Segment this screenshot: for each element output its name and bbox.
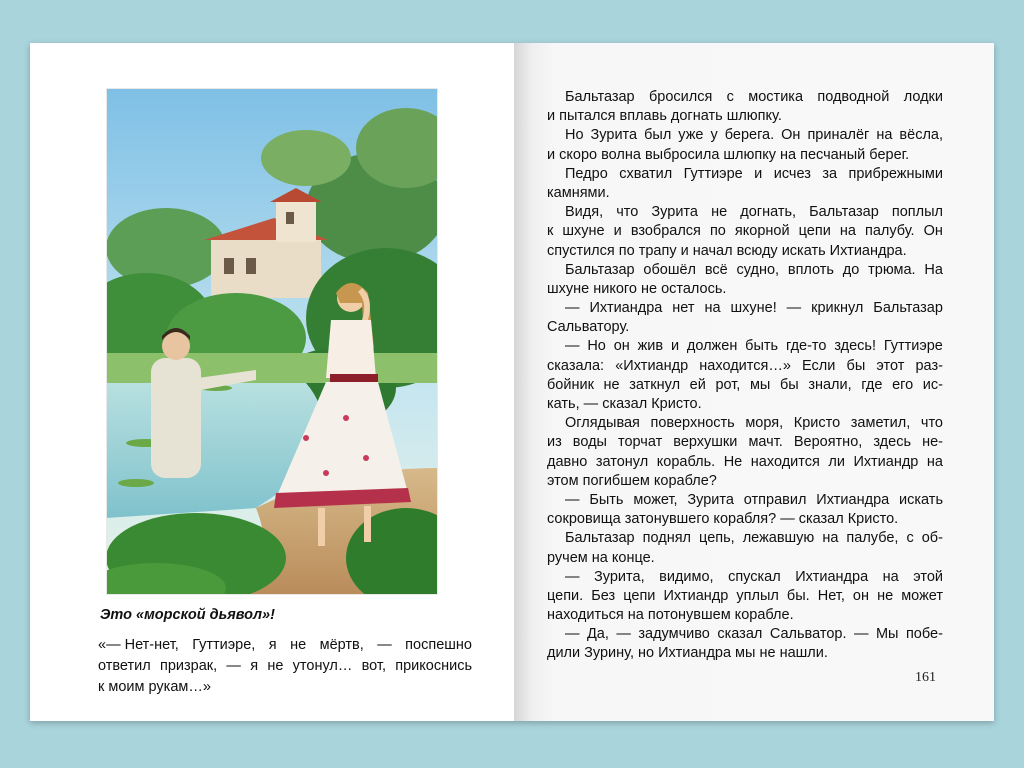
word: мостика: [748, 89, 804, 105]
word: Ихтиандра: [795, 568, 869, 585]
text-line: [547, 491, 943, 510]
word: раз-: [915, 357, 943, 374]
word: быть: [745, 338, 779, 355]
word: Оглядывая: [565, 415, 640, 432]
word: с: [906, 530, 914, 547]
text-line: [547, 568, 943, 587]
word: —: [786, 300, 802, 317]
word: —: [853, 626, 869, 643]
word: —: [565, 491, 580, 508]
word: взобрался: [630, 223, 701, 240]
word: торчат: [618, 434, 663, 451]
word: затонул: [595, 453, 649, 470]
word: нет: [672, 300, 695, 317]
word: судно,: [736, 261, 780, 278]
word: «Ихтиандр: [615, 357, 689, 374]
word: Но: [565, 127, 584, 144]
text-line: [547, 280, 943, 299]
word: не: [290, 637, 307, 653]
word: за: [822, 165, 838, 182]
word: из: [547, 434, 562, 451]
word: ответил: [98, 658, 151, 674]
text-line: [547, 472, 943, 491]
word: вплоть: [787, 261, 834, 278]
story-illustration: [106, 88, 438, 595]
text-line: [547, 126, 943, 145]
word: мачт.: [748, 434, 783, 451]
word: сказал: [717, 626, 763, 643]
text-line: [547, 222, 943, 241]
word: заткнул: [629, 376, 681, 393]
word: может: [901, 587, 943, 604]
word: на: [839, 223, 856, 240]
word: на: [926, 453, 943, 470]
text-line: [547, 625, 943, 644]
word: бросился: [648, 89, 713, 105]
word: что: [920, 415, 943, 432]
word: верхушки: [673, 434, 738, 451]
word: Без: [591, 587, 616, 604]
word: дили Зурину, но Ихтиандра мы не нашли.: [547, 645, 828, 662]
word: спускал: [728, 568, 781, 585]
word: Да,: [586, 626, 609, 643]
word: Ихтиандра: [589, 300, 663, 317]
word: об-: [921, 530, 943, 547]
word: по: [709, 223, 726, 240]
word: Быть: [589, 491, 624, 508]
word: он: [852, 587, 869, 604]
word: бы: [846, 357, 866, 374]
word: находиться на потонувшем корабле.: [547, 607, 794, 624]
word: отправил: [743, 491, 807, 508]
word: Бальтазар: [565, 89, 635, 105]
word: трюма.: [868, 261, 916, 278]
word: может,: [633, 491, 678, 508]
word: на: [882, 568, 899, 585]
text-line: [547, 644, 943, 663]
word: здесь!: [834, 338, 876, 355]
word: не: [603, 376, 620, 393]
text-line: [547, 606, 943, 625]
word: я: [268, 637, 277, 653]
word: должен: [686, 338, 738, 355]
word: уплыл: [736, 587, 779, 604]
word: к моим рукам…»: [98, 679, 211, 695]
word: я: [250, 658, 259, 674]
word: Педро: [565, 165, 608, 182]
word: моря,: [745, 415, 784, 432]
word: не: [877, 587, 894, 604]
word: у: [710, 127, 718, 144]
word: —: [565, 568, 580, 585]
text-line: [547, 184, 943, 203]
word: камнями.: [547, 184, 610, 201]
word: подводной: [817, 89, 890, 105]
text-line: [547, 357, 943, 376]
word: и: [613, 223, 622, 240]
word: заметил,: [850, 415, 911, 432]
word: где-то: [785, 338, 827, 355]
text-line: [547, 318, 943, 337]
word: На: [924, 261, 943, 278]
word: исчез: [773, 165, 811, 182]
text-line: [547, 299, 943, 318]
word: и: [754, 165, 763, 182]
word: Он: [923, 223, 943, 240]
word: и скоро волна выбросила шлюпку на песчаный берег.: [547, 146, 910, 163]
word: вот,: [361, 658, 386, 674]
word: до: [842, 261, 860, 278]
word: Бальтазар: [873, 300, 943, 317]
word: ей: [689, 376, 706, 393]
text-line: [547, 433, 943, 452]
word: догнать,: [740, 204, 797, 221]
word: Ихтиандр: [853, 453, 919, 470]
word: поплыл: [891, 204, 943, 221]
word: он: [613, 338, 630, 355]
word: ли: [828, 453, 845, 470]
text-line: [547, 376, 943, 395]
main-text-column: [547, 88, 943, 664]
word: сокровища затонувшего корабля? — сказал Кристо.: [547, 511, 899, 528]
word: на: [876, 127, 893, 144]
word: Бальтазар: [809, 204, 879, 221]
word: Если: [802, 357, 836, 374]
word: бы.: [786, 587, 810, 604]
word: уже: [678, 127, 704, 144]
word: бойник: [547, 376, 594, 393]
word: Гуттиэре: [683, 165, 743, 182]
word: шхуне: [562, 223, 605, 240]
word: обошёл: [643, 261, 697, 278]
word: Зурита,: [594, 568, 645, 585]
text-line: [547, 203, 943, 222]
word: цепь,: [699, 530, 735, 547]
word: Гуттиэре,: [192, 637, 256, 653]
text-line: [547, 261, 943, 280]
word: сказала:: [547, 357, 605, 374]
word: побе-: [905, 626, 943, 643]
word: корабль.: [656, 453, 716, 470]
word: не: [711, 204, 728, 221]
word: и: [670, 338, 680, 355]
word: прикоснись: [395, 658, 472, 674]
word: цепи.: [547, 587, 584, 604]
word: был: [644, 127, 672, 144]
word: на: [704, 300, 721, 317]
word: прибрежными: [848, 165, 943, 182]
word: Ихтиандра: [816, 491, 890, 508]
text-line: [547, 242, 943, 261]
word: Он: [781, 127, 801, 144]
word: находится: [750, 453, 820, 470]
word: искать: [899, 491, 943, 508]
word: ручем на конце.: [547, 549, 655, 566]
text-line: [547, 337, 943, 356]
word: и пытался вплавь догнать шлюпку.: [547, 108, 782, 125]
word: Сальватору.: [547, 319, 630, 336]
word: давно: [547, 453, 588, 470]
word: Ихтиандр: [663, 587, 729, 604]
word: цепи: [623, 587, 656, 604]
text-line: [547, 549, 943, 568]
word: Вероятно,: [793, 434, 863, 451]
word: Нет,: [817, 587, 845, 604]
word: жив: [637, 338, 664, 355]
word: —: [565, 300, 580, 317]
word: здесь: [873, 434, 912, 451]
word: цепи: [798, 223, 831, 240]
word: приналёг: [807, 127, 870, 144]
word: этот: [876, 357, 905, 374]
text-line: [547, 453, 943, 472]
word: Бальтазар: [565, 530, 635, 547]
illustration-image: [106, 88, 438, 595]
left-paragraph: [98, 635, 472, 698]
word: с: [726, 89, 734, 105]
word: находится…»: [699, 357, 791, 374]
word: Зурита: [651, 204, 698, 221]
word: к: [547, 223, 554, 240]
word: задумчиво: [638, 626, 710, 643]
text-line: [547, 395, 943, 414]
word: где: [861, 376, 883, 393]
word: ис-: [922, 376, 943, 393]
word: Видя,: [565, 204, 604, 221]
text-line: [98, 677, 472, 698]
text-line: [547, 587, 943, 606]
word: схватил: [619, 165, 673, 182]
text-line: [547, 107, 943, 126]
word: шхуне!: [730, 300, 777, 317]
word: утонул…: [292, 658, 353, 674]
text-line: [547, 529, 943, 548]
word: Гуттиэре: [883, 338, 943, 355]
text-line: [547, 510, 943, 529]
word: не: [267, 658, 284, 674]
text-line: [98, 656, 472, 677]
word: крикнул: [811, 300, 864, 317]
word: мёртв,: [319, 637, 364, 653]
word: поспешно: [405, 637, 472, 653]
text-line: [547, 88, 943, 107]
word: рот,: [715, 376, 741, 393]
word: кать, — сказал Кристо.: [547, 396, 702, 412]
word: —: [616, 626, 631, 643]
word: шхуне никого не осталось.: [547, 280, 727, 297]
word: вёсла,: [899, 127, 943, 144]
word: не-: [922, 434, 943, 451]
word: Кристо: [793, 415, 841, 432]
text-line: [547, 165, 943, 184]
word: якорной: [734, 223, 790, 240]
word: Не: [723, 453, 743, 470]
word: воды: [572, 434, 607, 451]
word: Но: [587, 338, 606, 355]
word: Зурита: [687, 491, 734, 508]
word: палубе,: [846, 530, 899, 547]
word: призрак,: [159, 658, 218, 674]
word: знали,: [808, 376, 852, 393]
text-line: [547, 414, 943, 433]
word: всё: [704, 261, 728, 278]
word: Сальватор.: [769, 626, 847, 643]
word: берега.: [724, 127, 775, 144]
word: мы: [749, 376, 771, 393]
left-page: [30, 43, 514, 721]
word: Зурита: [590, 127, 638, 144]
word: поверхность: [650, 415, 735, 432]
word: Мы: [875, 626, 899, 643]
word: —: [377, 637, 392, 653]
word: на: [822, 530, 839, 547]
word: этом погибшем корабле?: [547, 472, 717, 489]
word: видимо,: [659, 568, 714, 585]
word: его: [892, 376, 914, 393]
illustration-caption: Это «морской дьявол»!: [100, 607, 275, 623]
word: этой: [913, 568, 943, 585]
word: бы: [779, 376, 799, 393]
word: лежавшую: [742, 530, 815, 547]
word: спустился по трапу и начал всюду искать Ихтиандра.: [547, 242, 907, 259]
word: что: [616, 204, 639, 221]
word: Бальтазар: [565, 261, 635, 278]
word: —: [565, 626, 580, 643]
text-line: [547, 146, 943, 165]
text-line: [98, 635, 472, 656]
word: —: [565, 338, 580, 355]
page-number: 161: [915, 670, 936, 685]
word: лодки: [903, 89, 943, 105]
word: —: [226, 658, 241, 674]
word: палубу.: [864, 223, 915, 240]
word: «— Нет-нет,: [98, 637, 179, 653]
word: поднял: [642, 530, 692, 547]
